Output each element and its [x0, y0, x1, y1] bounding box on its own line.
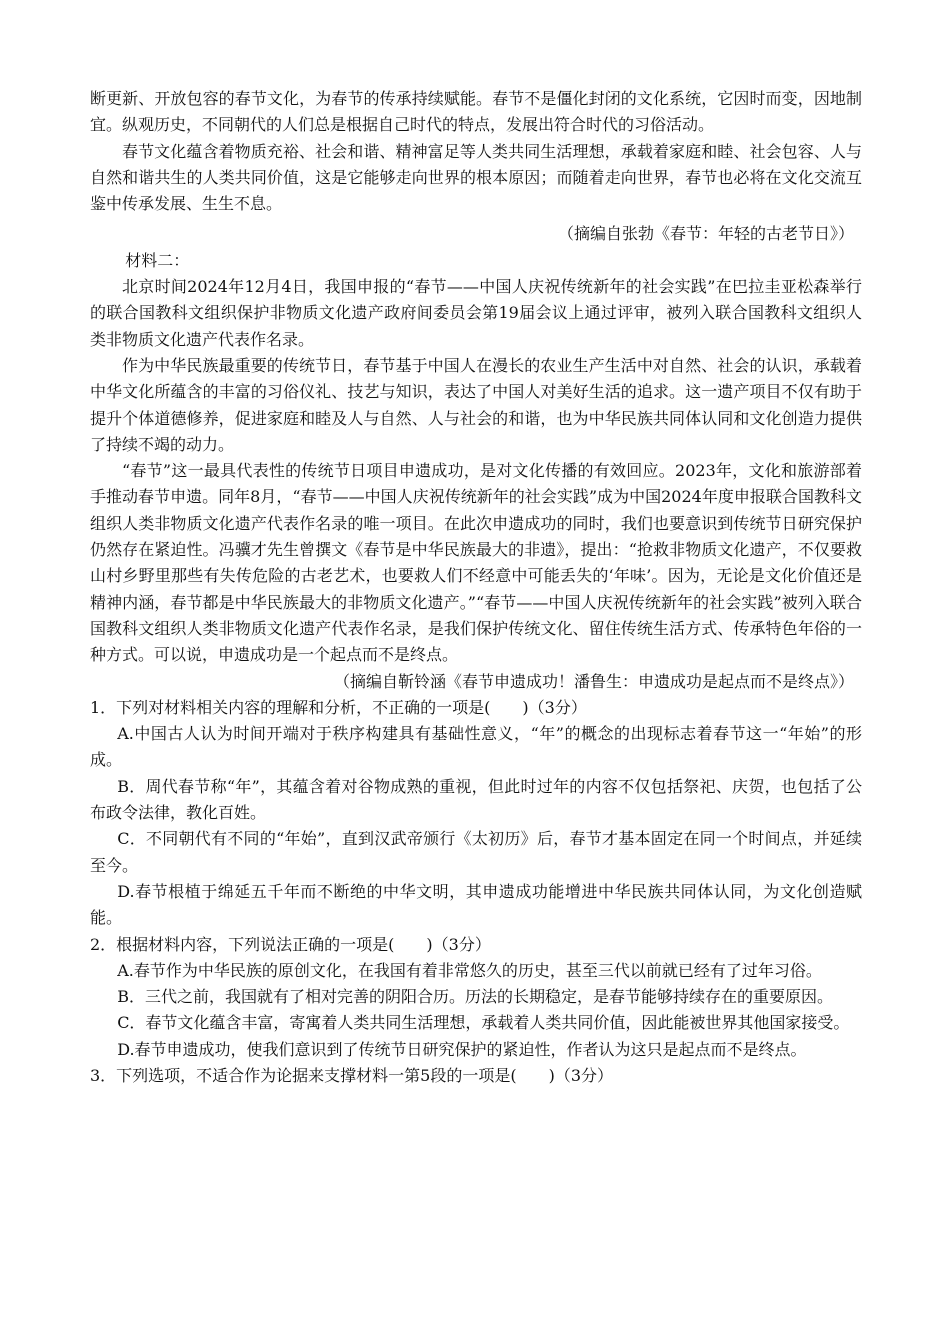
document-body	[90, 86, 862, 1089]
material1-paragraph: 春节文化蕴含着物质充裕、社会和谐、精神富足等人类共同生活理想，承载着家庭和睦、社会包容、人与自然和谐共生的人类共同价值，这是它能够走向世界的根本原因；而随着走向世界，春节也必将在文化交流互鉴中传承发展、生生不息。	[90, 141, 862, 214]
question-option: A.春节作为中华民族的原创文化，在我国有着非常悠久的历史，甚至三代以前就已经有了过年习俗。	[117, 960, 822, 980]
question-option: C．春节文化蕴含丰富，寄寓着人类共同生活理想，承载着人类共同价值，因此能被世界其他国家接受。	[117, 1013, 850, 1033]
material2-paragraph: 北京时间2024年12月4日，我国申报的“春节——中国人庆祝传统新年的社会实践”在巴拉圭亚松森举行的联合国教科文组织保护非物质文化遗产政府间委员会第19届会议上通过评审，被列入联合国教科文组织人类非物质文化遗产代表作名录。	[90, 277, 862, 349]
source-citation: （摘编自靳铃涵《春节申遗成功！潘鲁生：申遗成功是起点而不是终点》）	[333, 671, 854, 691]
question-stem: 3．下列选项，不适合作为论据来支撑材料一第5段的一项是( )（3分）	[90, 1065, 614, 1085]
question-option: B．周代春节称“年”，其蕴含着对谷物成熟的重视，但此时过年的内容不仅包括祭祀、庆贺，也包括了公布政令法律，教化百姓。	[90, 776, 862, 823]
question-option: C．不同朝代有不同的“年始”，直到汉武帝颁行《太初历》后，春节才基本固定在同一个时间点，并延续至今。	[90, 829, 862, 875]
question-option: D.春节申遗成功，使我们意识到了传统节日研究保护的紧迫性，作者认为这只是起点而不是终点。	[117, 1039, 807, 1059]
material1-paragraph: 断更新、开放包容的春节文化，为春节的传承持续赋能。春节不是僵化封闭的文化系统，它因时而变，因地制宜。纵观历史，不同朝代的人们总是根据自己时代的特点，发展出符合时代的习俗活动。	[90, 89, 862, 135]
source-citation: （摘编自张勃《春节：年轻的古老节日》）	[557, 224, 854, 244]
material2-paragraph: “春节”这一最具代表性的传统节日项目申遗成功，是对文化传播的有效回应。2023年，文化和旅游部着手推动春节申遗。同年8月，“春节——中国人庆祝传统新年的社会实践”成为中国2024年度申报联合国教科文组织人类非物质文化遗产代表作名录的唯一项目。在此次申遗成功的同时，我们也要意识到传统节日研究保护仍然存在紧迫性。冯骥才先生曾撰文《春节是中华民族最大的非遗》，提出：“抢救非物质文化遗产，不仅要救山村乡野里那些有失传危险的古老艺术，也要救人们不经意中可能丢失的‘年味’。因为，无论是文化价值还是精神内涵，春节都是中华民族最大的非物质文化遗产。”“春节——中国人庆祝传统新年的社会实践”被列入联合国教科文组织人类非物质文化遗产代表作名录，是我们保护传统文化、留住传统生活方式、传承特色年俗的一种方式。可以说，申遗成功是一个起点而不是终点。	[90, 461, 862, 665]
material2-heading: 材料二：	[125, 250, 190, 270]
question-option: D.春节根植于绵延五千年而不断绝的中华文明，其申遗成功能增进中华民族共同体认同，为文化创造赋能。	[90, 881, 862, 928]
question-option: A.中国古人认为时间开端对于秩序构建具有基础性意义，“年”的概念的出现标志着春节这一“年始”的形成。	[90, 724, 862, 770]
question-stem: 2．根据材料内容，下列说法正确的一项是( )（3分）	[90, 934, 491, 954]
material2-paragraph: 作为中华民族最重要的传统节日，春节基于中国人在漫长的农业生产生活中对自然、社会的认识，承载着中华文化所蕴含的丰富的习俗仪礼、技艺与知识，表达了中国人对美好生活的追求。这一遗产项目不仅有助于提升个体道德修养，促进家庭和睦及人与自然、人与社会的和谐，也为中华民族共同体认同和文化创造力提供了持续不竭的动力。	[90, 355, 862, 454]
question-stem: 1．下列对材料相关内容的理解和分析，不正确的一项是( )（3分）	[90, 697, 587, 717]
question-option: B．三代之前，我国就有了相对完善的阴阳合历。历法的长期稳定，是春节能够持续存在的重要原因。	[117, 987, 833, 1007]
